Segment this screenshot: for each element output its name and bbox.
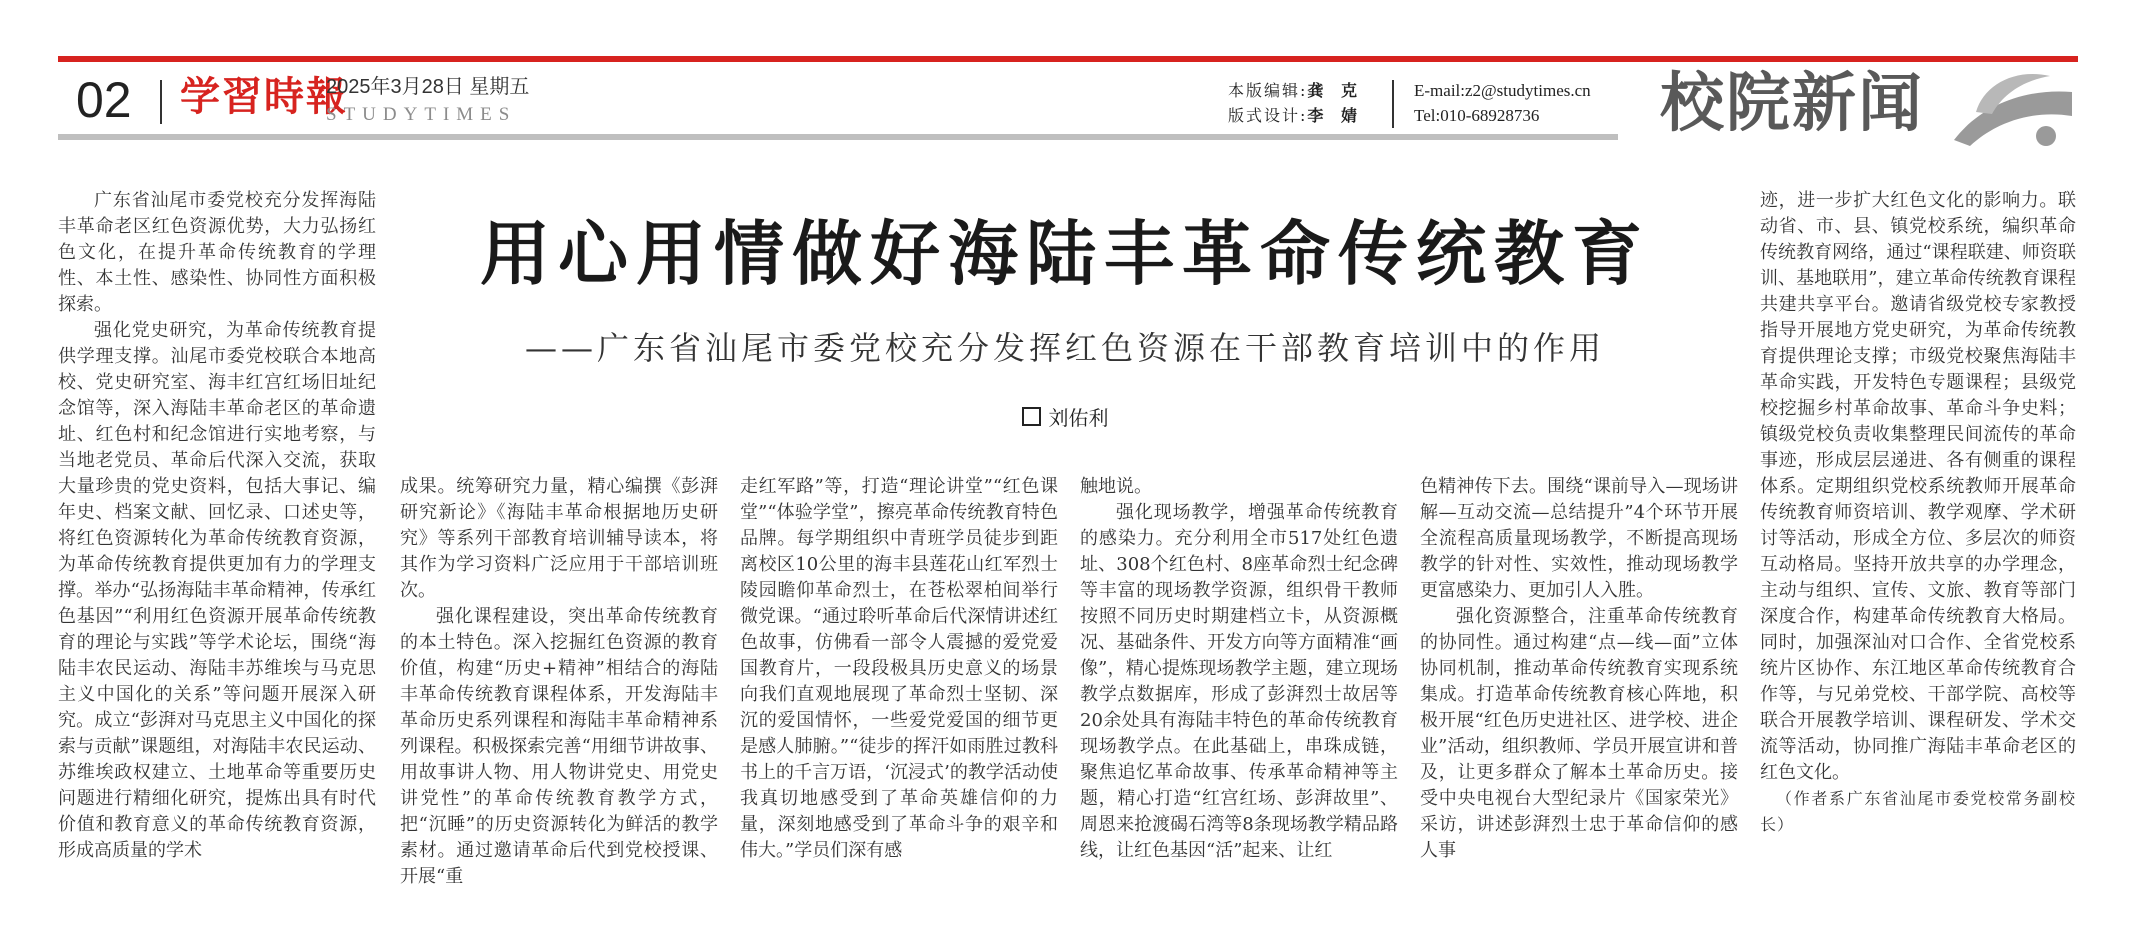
divider: [160, 80, 162, 124]
divider: [1392, 80, 1394, 128]
column-5: [1420, 474, 1738, 864]
column-6: [1760, 188, 2076, 838]
editor-credits: [1228, 78, 1363, 128]
designer-label: 版式设计:: [1228, 106, 1308, 125]
designer-name: 李 婧: [1307, 106, 1363, 125]
masthead-logo: 学習時報: [180, 73, 348, 120]
paragraph: 触地说。: [1080, 476, 1152, 497]
paragraph: 强化现场教学，增强革命传统教育的感染力。充分利用全市517处红色遗址、308个红色村、8座革命烈士纪念碑等丰富的现场教学资源，组织骨干教师按照不同历史时期建档立卡，从资源概况、基础条件、开发方向等方面精准“画像”，精心提炼现场教学主题，建立现场教学点数据库，形成了彭湃烈士故居等20余处具有海陆丰特色的革命传统教育现场教学点。在此基础上，串珠成链，聚焦追忆革命故事、传承革命精神等主题，精心打造“红宫红场、彭湃故里”、周恩来抢渡碣石湾等8条现场教学精品路线，让红色基因“活”起来、让红: [1080, 502, 1398, 861]
contact-email: E-mail:z2@studytimes.cn: [1414, 81, 1591, 100]
byline: [900, 404, 1230, 432]
article-title: 用心用情做好海陆丰革命传统教育: [480, 212, 1650, 295]
brand-name: STUDYTIMES: [326, 104, 517, 125]
contact-info: [1414, 78, 1591, 128]
paragraph: 强化党史研究，为革命传统教育提供学理支撑。汕尾市委党校联合本地高校、党史研究室、海丰红宫红场旧址纪念馆等，深入海陆丰革命老区的革命遗址、红色村和纪念馆进行实地考察，与当地老党员、革命后代深入交流，获取大量珍贵的党史资料，包括大事记、编年史、档案文献、回忆录、口述史等，将红色资源转化为革命传统教育资源，为革命传统教育提供更加有力的学理支撑。举办“弘扬海陆丰革命精神，传承红色基因”“利用红色资源开展革命传统教育的理论与实践”等学术论坛，围绕“海陆丰农民运动、海陆丰苏维埃与马克思主义中国化的关系”等问题开展深入研究。成立“彭湃对马克思主义中国化的探索与贡献”课题组，对海陆丰农民运动、苏维埃政权建立、土地革命等重要历史问题进行精细化研究，提炼出具有时代价值和教育意义的革命传统教育资源，形成高质量的学术: [58, 320, 376, 861]
header-gray-rule: [58, 134, 1618, 140]
column-3: [740, 474, 1058, 864]
author-note: （作者系广东省汕尾市委党校常务副校长）: [1760, 789, 2076, 834]
section-title: 校院新闻: [1660, 67, 1924, 141]
top-red-rule: [58, 56, 2078, 62]
paragraph: 色精神传下去。围绕“课前导入—现场讲解—互动交流—总结提升”4个环节开展全流程高质量现场教学，不断提高现场教学的针对性、实效性，推动现场教学更富感染力、更加引人入胜。: [1420, 476, 1738, 601]
article-subtitle: ——广东省汕尾市委党校充分发挥红色资源在干部教育培训中的作用: [524, 329, 1605, 367]
issue-date: 2025年3月28日 星期五: [326, 76, 530, 98]
paragraph: 走红军路”等，打造“理论讲堂”“红色课堂”“体验学堂”，擦亮革命传统教育特色品牌。每学期组织中青班学员徒步到距离校区10公里的海丰县莲花山红军烈士陵园瞻仰革命烈士，在苍松翠柏间举行微党课。“通过聆听革命后代深情讲述红色故事，仿佛看一部令人震撼的爱党爱国教育片，一段段极具历史意义的场景向我们直观地展现了革命烈士坚韧、深沉的爱国情怀，一些爱党爱国的细节更是感人肺腑。”“徒步的挥汗如雨胜过教科书上的千言万语，‘沉浸式’的教学活动使我真切地感受到了革命英雄信仰的力量，深刻地感受到了革命斗争的艰辛和伟大。”学员们深有感: [740, 476, 1058, 861]
column-1: [58, 188, 376, 864]
paragraph: 强化资源整合，注重革命传统教育的协同性。通过构建“点—线—面”立体协同机制，推动革命传统教育实现系统集成。打造革命传统教育核心阵地，积极开展“红色历史进社区、进学校、进企业”活动，组织教师、学员开展宣讲和普及，让更多群众了解本土革命历史。接受中央电视台大型纪录片《国家荣光》采访，讲述彭湃烈士忠于革命信仰的感人事: [1420, 606, 1738, 861]
paragraph: 迹，进一步扩大红色文化的影响力。联动省、市、县、镇党校系统，编织革命传统教育网络，通过“课程联建、师资联训、基地联用”，建立革命传统教育课程共建共享平台。邀请省级党校专家教授指导开展地方党史研究，为革命传统教育提供理论支撑；市级党校聚焦海陆丰革命实践，开发特色专题课程；县级党校挖掘乡村革命故事、革命斗争史料；镇级党校负责收集整理民间流传的革命事迹，形成层层递进、各有侧重的课程体系。定期组织党校系统教师开展革命传统教育师资培训、教学观摩、学术研讨等活动，形成全方位、多层次的师资互动格局。坚持开放共享的办学理念，主动与组织、宣传、文旅、教育等部门深度合作，构建革命传统教育大格局。同时，加强深汕对口合作、全省党校系统片区协作、东江地区革命传统教育合作等，与兄弟党校、干部学院、高校等联合开展教学培训、课程研发、学术交流等活动，协同推广海陆丰革命老区的红色文化。: [1760, 190, 2076, 783]
editor-name: 龚 克: [1307, 81, 1363, 100]
paragraph: 成果。统筹研究力量，精心编撰《彭湃研究新论》《海陆丰革命根据地历史研究》等系列干部教育培训辅导读本，将其作为学习资料广泛应用于干部培训班次。: [400, 476, 718, 601]
column-2: [400, 474, 718, 890]
paragraph: 广东省汕尾市委党校充分发挥海陆丰革命老区红色资源优势，大力弘扬红色文化，在提升革命传统教育的学理性、本土性、感染性、协同性方面积极探索。: [58, 190, 376, 315]
paragraph: 强化课程建设，突出革命传统教育的本土特色。深入挖掘红色资源的教育价值，构建“历史+精神”相结合的海陆丰革命传统教育课程体系，开发海陆丰革命历史系列课程和海陆丰革命精神系列课程。积极探索完善“用细节讲故事、用故事讲人物、用人物讲党史、用党史讲党性”的革命传统教育教学方式，把“沉睡”的历史资源转化为鲜活的教学素材。通过邀请革命后代到党校授课、开展“重: [400, 606, 718, 887]
column-4: [1080, 474, 1398, 864]
byline-box-icon: [1022, 407, 1041, 426]
author-name: 刘佑利: [1048, 406, 1109, 430]
editor-label: 本版编辑:: [1228, 81, 1308, 100]
contact-tel: Tel:010-68928736: [1414, 106, 1540, 125]
page-number: 02: [76, 72, 132, 128]
section-logo-icon: [1940, 62, 2076, 148]
